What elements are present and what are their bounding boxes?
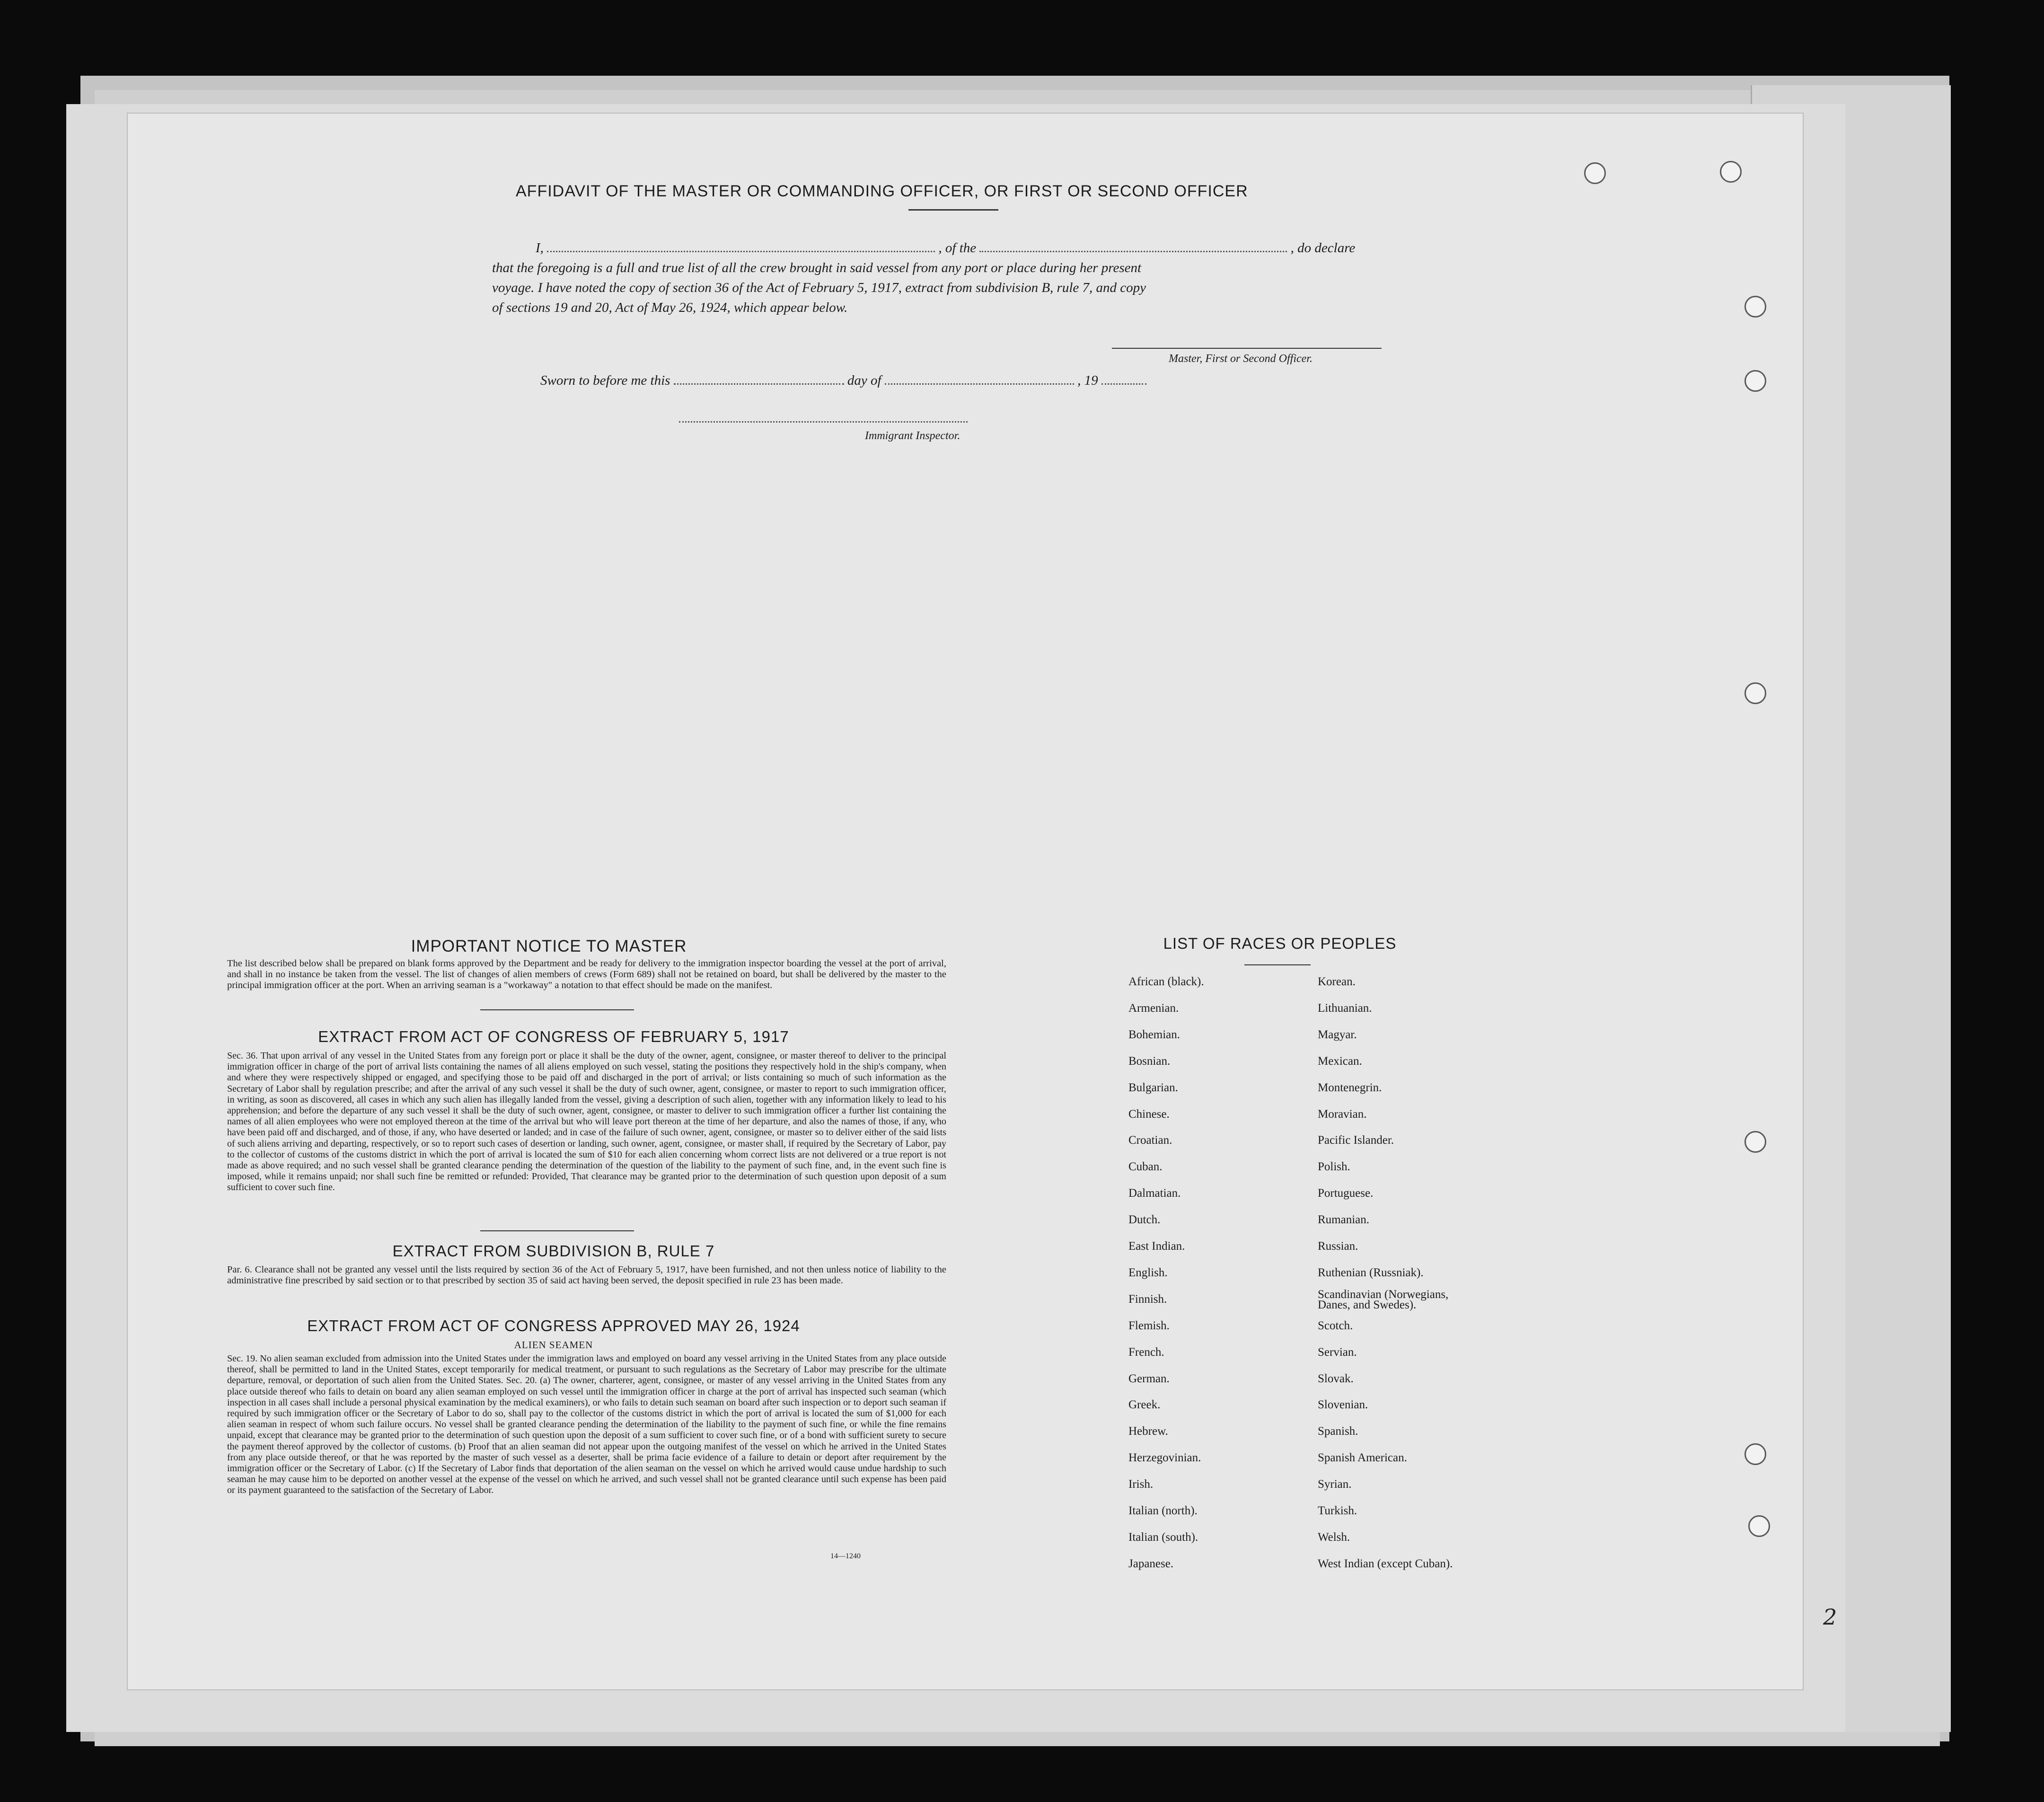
race-item: Korean. — [1318, 975, 1356, 988]
race-item: Bosnian. — [1128, 1054, 1171, 1068]
race-item: Cuban. — [1128, 1160, 1163, 1174]
race-item: Scotch. — [1318, 1319, 1353, 1332]
race-item: Slovenian. — [1318, 1398, 1368, 1412]
race-item: German. — [1128, 1372, 1170, 1385]
race-item: Portuguese. — [1318, 1187, 1374, 1200]
handwritten-page-mark: 2 — [1823, 1604, 1837, 1630]
notice-heading: IMPORTANT NOTICE TO MASTER — [411, 937, 687, 955]
declare-label: , do declare — [1290, 240, 1356, 256]
binder-hole — [1744, 1443, 1766, 1465]
affidavit-line-3: voyage. I have noted the copy of section 36 of the Act of February 5, 1917, extract from subdivision B, rule 7, and copy — [492, 280, 1146, 295]
race-item: Bulgarian. — [1128, 1081, 1178, 1094]
race-item: Dalmatian. — [1128, 1187, 1181, 1200]
heading-rule — [908, 209, 998, 211]
race-item: Bohemian. — [1128, 1028, 1181, 1041]
extract-1917-heading: EXTRACT FROM ACT OF CONGRESS OF FEBRUARY 5, 1917 — [318, 1028, 789, 1045]
inspector-signature-line[interactable] — [679, 421, 968, 423]
race-item: French. — [1128, 1345, 1164, 1359]
notice-text: The list described below shall be prepared on blank forms approved by the Department and be ready for delivery to the immigration inspector boarding the vessel at the port of arrival, and shall in no instance be taken from the vessel. The list of changes of alien members of crews (Form 689) shall not be retained on board, but shall be delivered by the master to the principal immigration officer at the port. When an arriving seaman is a "workaway" a notation to that effect should be made on the manifest. — [227, 958, 946, 990]
i-label: I, — [536, 240, 544, 256]
extract-1924-text: Sec. 19. No alien seaman excluded from admission into the United States under the immigration laws and employed on board any vessel arriving in the United States from any place outside thereof, shall be permitted to land in the United States, except temporarily for medical treatment, or pursuant to such regulations as the Secretary of Labor may prescribe for the ultimate departure, removal, or deportation of such alien from the United States. Sec. 20. (a) The owner, charterer, agent, consignee, or master of any vessel arriving in the United States from any place outside thereof who fails to detain on board any alien seaman employed on such vessel until the immigration officer in charge at the port of arrival has inspected such seaman (which inspection in all cases shall include a personal physical examination by the medical examiners), or who fails to detain such seaman on board after such inspection or to deport such seaman if required by such immigration officer or the Secretary of Labor to do so, shall pay to the collector of the customs district in which the port of arrival is located the sum of $1,000 for each alien seaman in respect of whom such failure occurs. No vessel shall be granted clearance pending the determination of the liability to the payment of such fine, or while the fine remains unpaid, except that clearance may be granted prior to the determination of such question upon the deposit of a sum sufficient to cover such fine, or of a bond with sufficient surety to secure the payment thereof approved by the collector of customs. (b) Proof that an alien seaman did not appear upon the outgoing manifest of the vessel on which he arrived in the United States from any place outside thereof, or that he was reported by the master of such vessel as a deserter, shall be prima facie evidence of a failure to detain or deport after requirement by the immigration officer or the Secretary of Labor. (c) If the Secretary of Labor finds that deportation of the alien seaman on the vessel on which he arrived would cause undue hardship to such seaman he may cause him to be deported on another vessel at the expense of the vessel on which he arrived, and such vessel shall not be granted clearance until such expense has been paid or its payment guaranteed to the satisfaction of the Secretary of Labor. — [227, 1353, 946, 1496]
sworn-month-field[interactable] — [885, 374, 1074, 385]
race-item: Japanese. — [1128, 1557, 1174, 1570]
section-rule — [480, 1009, 634, 1010]
extract-1924-heading: EXTRACT FROM ACT OF CONGRESS APPROVED MAY 26, 1924 — [307, 1317, 800, 1334]
race-item: Rumanian. — [1318, 1213, 1370, 1227]
signature-label: Master, First or Second Officer. — [1169, 353, 1313, 365]
race-item: Mexican. — [1318, 1054, 1362, 1068]
affidavit-line-2: that the foregoing is a full and true list of all the crew brought in said vessel from any port or place during her present — [492, 260, 1142, 275]
affidavit-page — [128, 114, 1837, 1689]
year-label: , 19 — [1077, 373, 1098, 388]
race-item: English. — [1128, 1266, 1168, 1279]
officer-name-field[interactable] — [547, 241, 935, 252]
race-item: African (black). — [1128, 975, 1204, 988]
affidavit-heading: AFFIDAVIT OF THE MASTER OR COMMANDING OFFICER, OR FIRST OR SECOND OFFICER — [516, 182, 1248, 200]
section-rule — [480, 1230, 634, 1231]
race-item: Hebrew. — [1128, 1425, 1168, 1438]
sworn-label: Sworn to before me this — [540, 373, 670, 388]
race-item: Croatian. — [1128, 1134, 1172, 1147]
races-heading-rule — [1244, 964, 1311, 965]
race-item: Montenegrin. — [1318, 1081, 1382, 1094]
race-item: Pacific Islander. — [1318, 1134, 1394, 1147]
vessel-name-field[interactable] — [979, 241, 1287, 252]
affidavit-line-4: of sections 19 and 20, Act of May 26, 1924, which appear below. — [492, 300, 848, 315]
race-item: Herzegovinian. — [1128, 1451, 1201, 1465]
race-item: East Indian. — [1128, 1240, 1185, 1253]
binder-hole — [1744, 1131, 1766, 1153]
race-item: Dutch. — [1128, 1213, 1161, 1227]
race-item: Italian (south). — [1128, 1530, 1198, 1544]
race-item: Greek. — [1128, 1398, 1161, 1412]
race-item: Welsh. — [1318, 1530, 1350, 1544]
alien-seamen-subheading: ALIEN SEAMEN — [514, 1339, 593, 1351]
race-item: Finnish. — [1128, 1292, 1167, 1306]
race-item: Lithuanian. — [1318, 1001, 1372, 1015]
affidavit-line-1 — [536, 240, 1355, 256]
binder-hole — [1584, 162, 1606, 184]
race-item: Flemish. — [1128, 1319, 1170, 1332]
race-item: Turkish. — [1318, 1504, 1357, 1517]
binder-hole — [1744, 296, 1766, 318]
sworn-year-field[interactable] — [1101, 374, 1146, 385]
binder-hole — [1744, 682, 1766, 704]
form-number: 14—1240 — [830, 1552, 861, 1560]
race-item: Italian (north). — [1128, 1504, 1198, 1517]
sworn-line — [540, 373, 1146, 389]
binder-hole — [1720, 161, 1742, 183]
of-the-label: , of the — [938, 240, 977, 256]
race-item: Armenian. — [1128, 1001, 1179, 1015]
race-item: Spanish American. — [1318, 1451, 1407, 1465]
race-item: Spanish. — [1318, 1425, 1358, 1438]
race-item: Syrian. — [1318, 1478, 1352, 1491]
day-of-label: day of — [847, 373, 881, 388]
race-item: Russian. — [1318, 1240, 1358, 1253]
race-item: Servian. — [1318, 1345, 1357, 1359]
race-item: West Indian (except Cuban). — [1318, 1557, 1453, 1570]
inspector-label: Immigrant Inspector. — [865, 430, 960, 442]
subdivision-b-heading: EXTRACT FROM SUBDIVISION B, RULE 7 — [392, 1242, 715, 1260]
subdivision-b-text: Par. 6. Clearance shall not be granted any vessel until the lists required by section 36 of the Act of February 5, 1917, have been furnished, and not then unless notice of liability to the administrative fine prescribed by said section or to that prescribed by section 35 of said act having been served, the deposit specified in rule 23 has been made. — [227, 1264, 946, 1286]
race-item: Chinese. — [1128, 1107, 1170, 1121]
extract-1917-text: Sec. 36. That upon arrival of any vessel in the United States from any foreign port or place it shall be the duty of the owner, agent, consignee, or master thereof to deliver to the principal immigration officer in charge of the port of arrival lists containing the names of all aliens employed on such vessel, stating the positions they respectively hold in the ship's company, when and where they were respectively shipped or engaged, and specifying those to be paid off and discharged in the port of arrival; or lists containing so much of such information as the Secretary of Labor shall by regulation prescribe; and after the arrival of any such vessel it shall be the duty of such owner, agent, consignee, or master to report to such immigration officer, in writing, as soon as discovered, all cases in which any such alien has illegally landed from the vessel, giving a description of such alien, together with any information likely to lead to his apprehension; and before the departure of any such vessel it shall be the duty of such owner, agent, consignee, or master to deliver to such immigration officer a further list containing the names of all alien employees who were not employed thereon at the time of the arrival but who will leave port thereon at the time of her departure, and also the names of those, if any, who have been paid off and discharged, and of those, if any, who have deserted or landed; and in case of the failure of such owner, agent, consignee, or master so to deliver either of the said lists of such aliens arriving and departing, respectively, or so to report such cases of desertion or landing, such owner, agent, consignee, or master shall, if required by the Secretary of Labor, pay to the collector of customs of the customs district in which the port of arrival is located the sum of $10 for each alien concerning whom correct lists are not delivered or a true report is not made as above required; and no such vessel shall be granted clearance pending the determination of the question of the liability to the payment of such fine, and, in the event such fine is imposed, while it remains unpaid; nor shall such fine be remitted or refunded: Provided, That clearance may be granted prior to the determination of such question upon deposit of a sum sufficient to cover such fine. — [227, 1051, 946, 1193]
race-item: Irish. — [1128, 1478, 1154, 1491]
races-heading: LIST OF RACES OR PEOPLES — [1163, 935, 1397, 952]
race-item: Ruthenian (Russniak). — [1318, 1266, 1424, 1279]
signature-line[interactable] — [1112, 348, 1382, 349]
race-item: Polish. — [1318, 1160, 1350, 1174]
binder-hole — [1744, 370, 1766, 392]
sworn-day-field[interactable] — [674, 374, 844, 385]
binder-hole — [1748, 1515, 1770, 1537]
race-item: Moravian. — [1318, 1107, 1367, 1121]
race-item: Slovak. — [1318, 1372, 1354, 1385]
race-item: Scandinavian (Norwegians, Danes, and Swedes). — [1318, 1288, 1449, 1311]
race-item: Magyar. — [1318, 1028, 1357, 1041]
